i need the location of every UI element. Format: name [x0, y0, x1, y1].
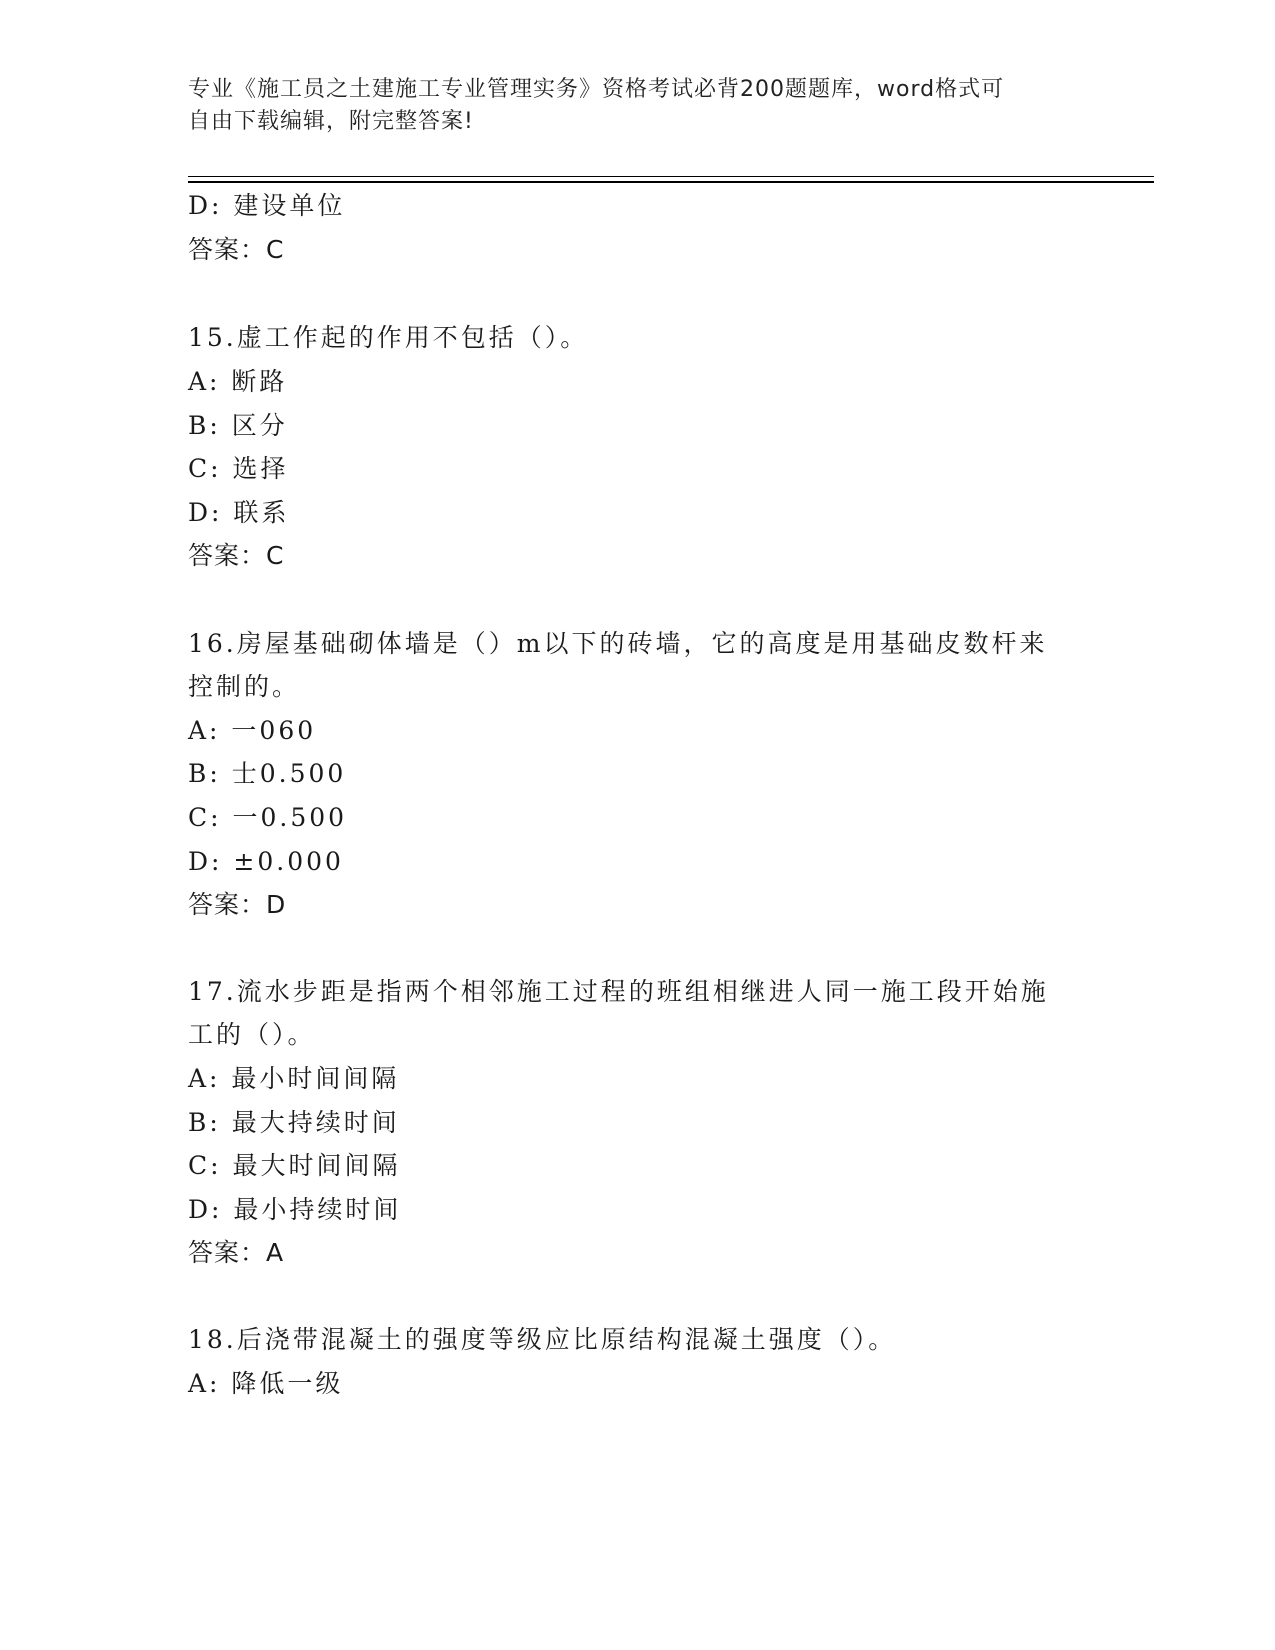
header-line-1: 专业《施工员之土建施工专业管理实务》资格考试必背200题题库，word格式可 — [188, 77, 1005, 102]
q15-option-c: C: 选择 — [188, 454, 289, 483]
header-divider-thick — [188, 181, 1154, 183]
q16-answer: 答案：D — [188, 890, 287, 919]
q17-stem-line-1: 17.流水步距是指两个相邻施工过程的班组相继进人同一施工段开始施 — [188, 977, 1049, 1006]
q16-option-a: A: 一060 — [188, 716, 317, 745]
q16-option-d: D: ±0.000 — [188, 847, 344, 876]
q15-stem: 15.虚工作起的作用不包括（）。 — [188, 323, 589, 352]
q16-option-c: C: 一0.500 — [188, 803, 348, 832]
q16-stem-line-2: 控制的。 — [188, 672, 301, 701]
q17-option-a: A: 最小时间间隔 — [188, 1064, 400, 1093]
q16-stem-line-1: 16.房屋基础砌体墙是（）m以下的砖墙，它的高度是用基础皮数杆来 — [188, 629, 1048, 658]
q17-option-d: D: 最小持续时间 — [188, 1195, 402, 1224]
q15-option-b: B: 区分 — [188, 411, 288, 440]
header-line-2: 自由下载编辑，附完整答案! — [188, 109, 474, 134]
q15-answer: 答案：C — [188, 541, 285, 570]
q18-stem: 18.后浇带混凝土的强度等级应比原结构混凝土强度（）。 — [188, 1325, 897, 1354]
q16-option-b: B: 士0.500 — [188, 759, 347, 788]
q18-option-a: A: 降低一级 — [188, 1369, 344, 1398]
header-divider-thin — [188, 176, 1154, 177]
q17-stem-line-2: 工的（）。 — [188, 1020, 316, 1049]
document-header — [188, 74, 1068, 138]
q17-option-c: C: 最大时间间隔 — [188, 1151, 401, 1180]
q14-answer: 答案：C — [188, 235, 285, 264]
q14-option-d: D: 建设单位 — [188, 191, 346, 220]
q17-answer: 答案：A — [188, 1238, 285, 1267]
q15-option-d: D: 联系 — [188, 498, 290, 527]
q15-option-a: A: 断路 — [188, 367, 288, 396]
q17-option-b: B: 最大持续时间 — [188, 1108, 400, 1137]
